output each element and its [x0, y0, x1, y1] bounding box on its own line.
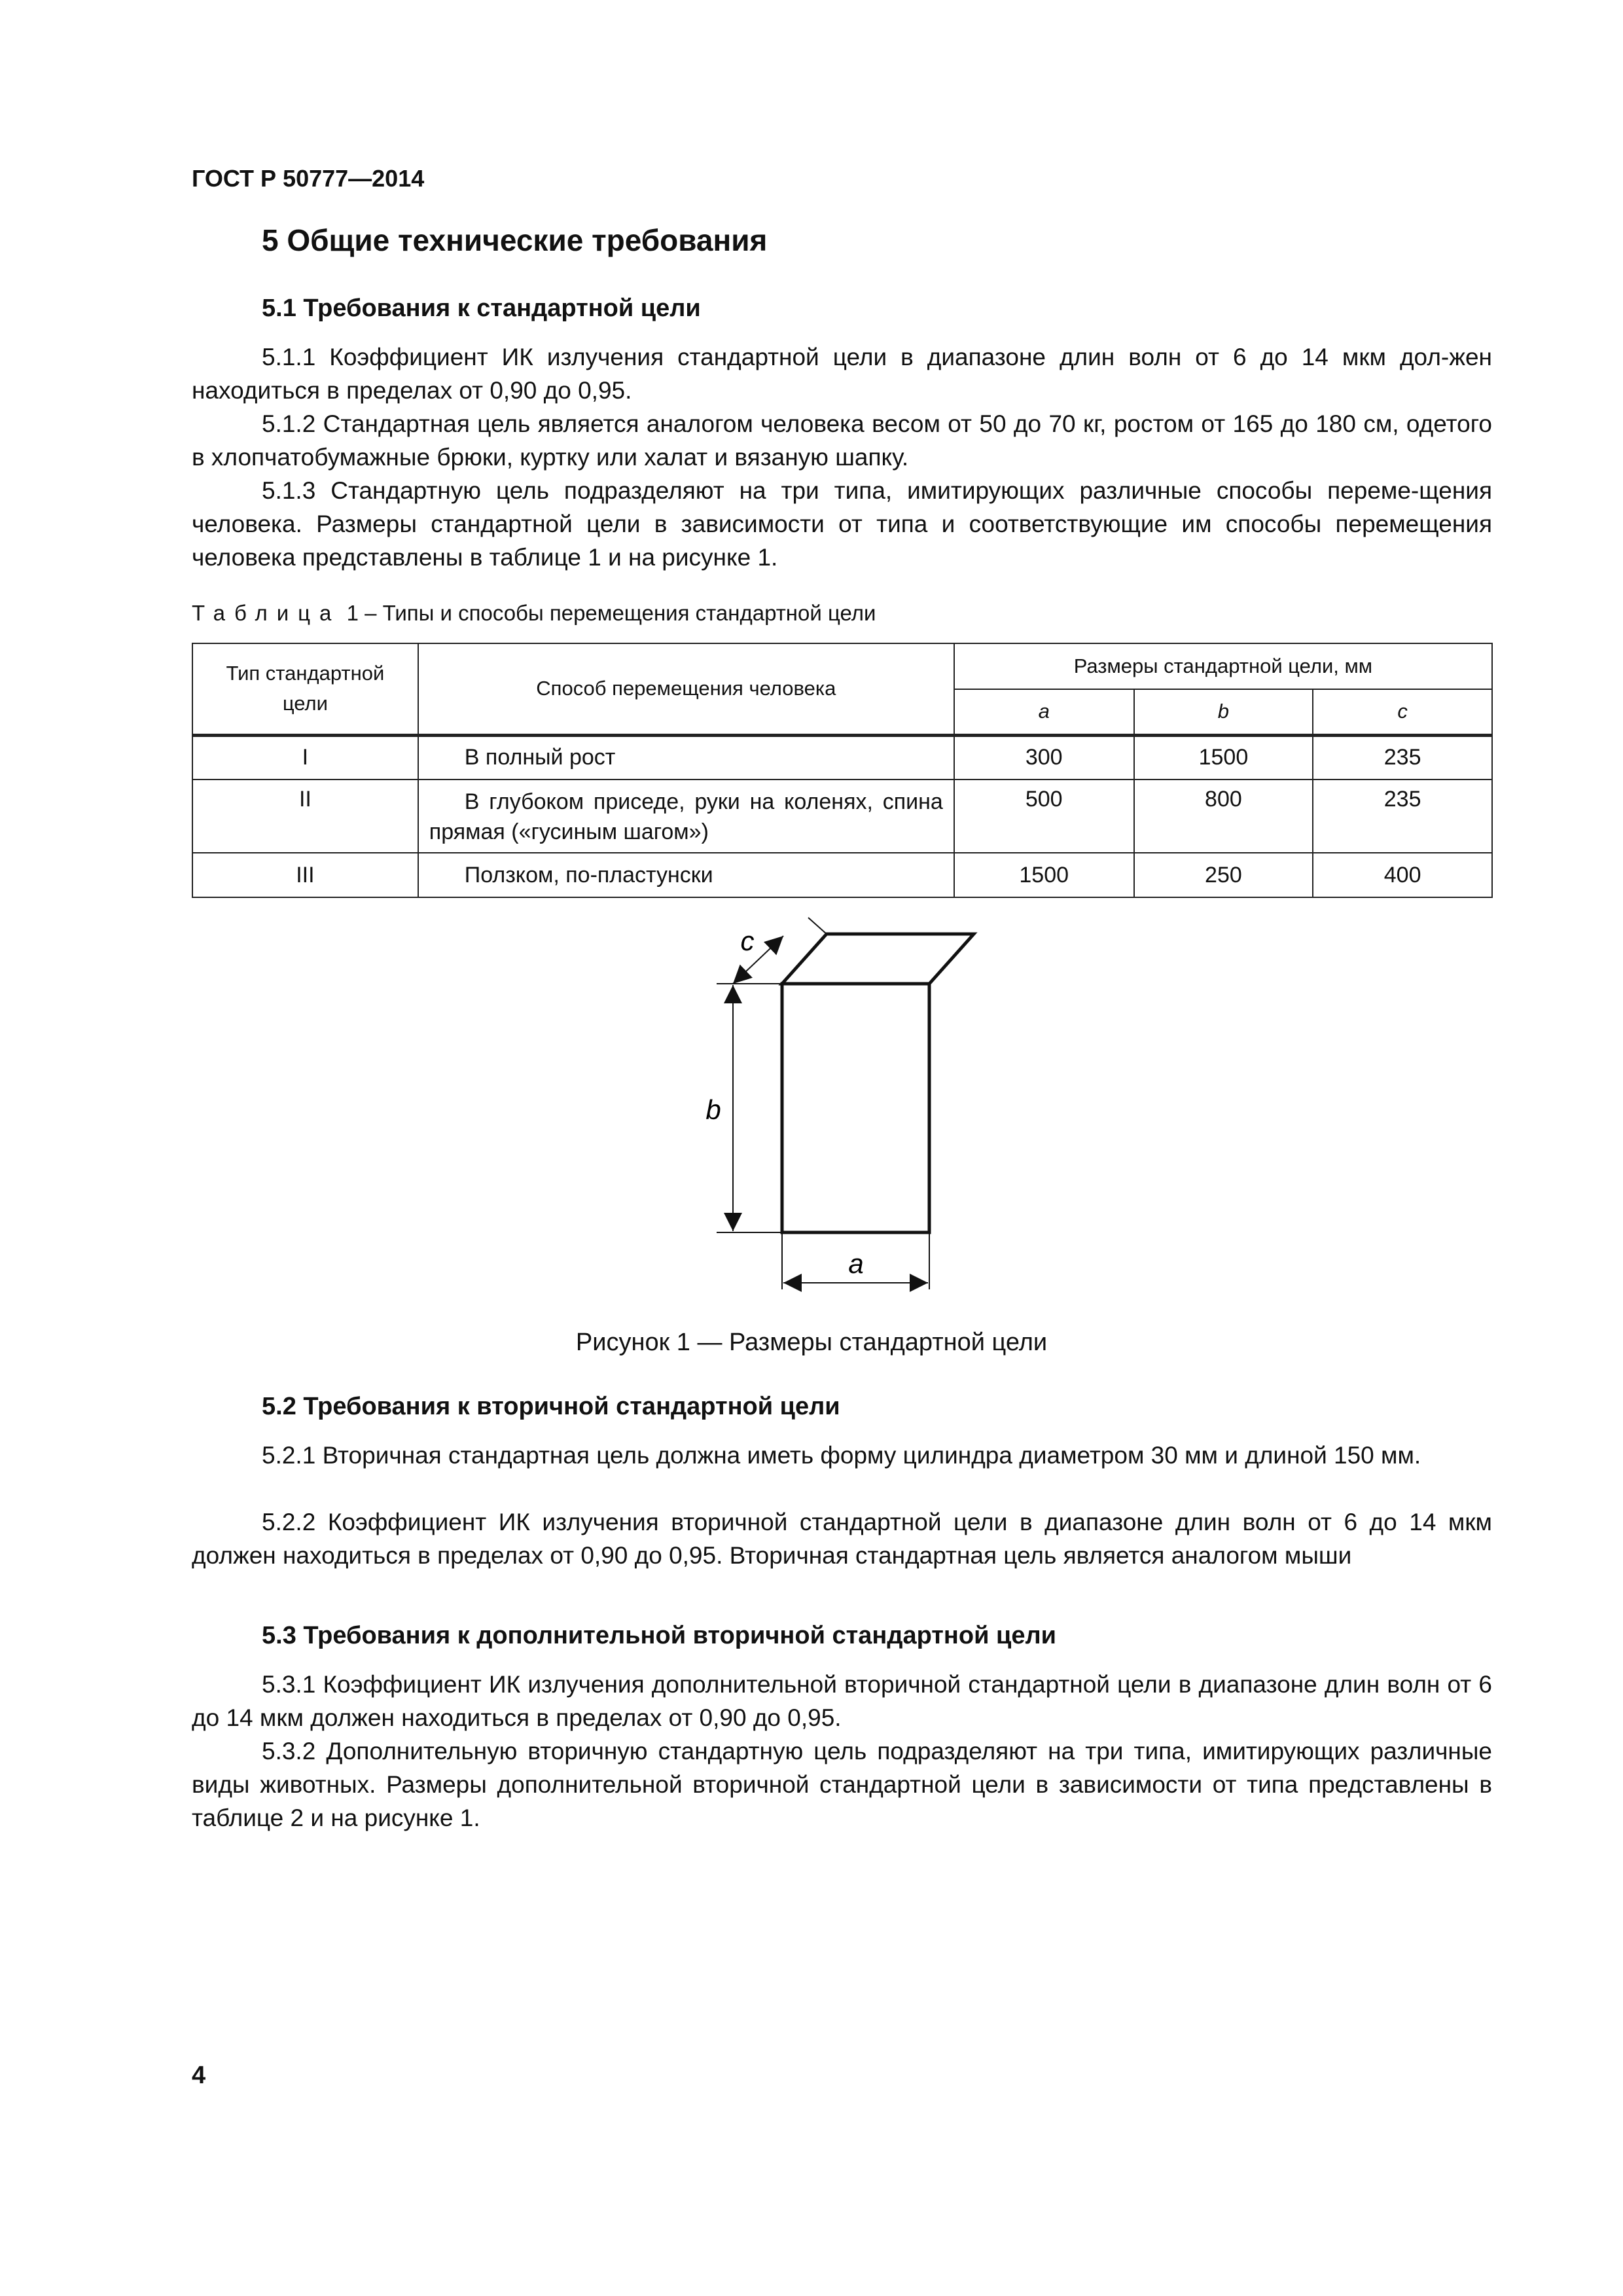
paragraph-5-1-3: 5.1.3 Стандартную цель подразделяют на три типа, имитирующих различные способы переме-щения человека. Размеры стандартной цели в зависимости от типа и соответствующие им способы перемещения человека представлены в таблице 1 и на рисунке 1.	[192, 477, 1492, 571]
cell-method: В полный рост	[418, 735, 954, 780]
paragraph-5-2-2: 5.2.2 Коэффициент ИК излучения вторичной стандартной цели в диапазоне длин волн от 6 до 14 мкм должен находиться в пределах от 0,90 до 0,95. Вторичная стандартная цель является аналогом мыши	[192, 1509, 1492, 1569]
table-1-caption	[192, 601, 876, 626]
cell-a: 1500	[954, 853, 1134, 897]
figure-1-caption: Рисунок 1 — Размеры стандартной цели	[575, 1329, 1048, 1356]
label-a: a	[848, 1248, 864, 1279]
paragraph-5-2-1: 5.2.1 Вторичная стандартная цель должна иметь форму цилиндра диаметром 30 мм и длиной 150 мм.	[262, 1442, 1421, 1469]
cell-b: 250	[1134, 853, 1313, 897]
section-title: 5 Общие технические требования	[262, 223, 768, 257]
header-c: c	[1313, 689, 1492, 735]
target-front-face	[782, 984, 929, 1232]
cell-method: Ползком, по-пластунски	[418, 853, 954, 897]
paragraph-5-1-2: 5.1.2 Стандартная цель является аналогом человека весом от 50 до 70 кг, ростом от 165 до 180 см, одетого в хлопчатобумажные брюки, куртку или халат и вязаную шапку.	[192, 410, 1492, 471]
header-method: Способ перемещения человека	[418, 643, 954, 735]
table-row	[192, 853, 1492, 897]
subsection-5-1-title: 5.1 Требования к стандартной цели	[262, 295, 701, 322]
header-type: Тип стандартной цели	[192, 643, 418, 735]
target-top-face	[782, 934, 974, 984]
figure-1-target-diagram	[687, 916, 1054, 1296]
cell-a: 300	[954, 735, 1134, 780]
subsection-5-3-title: 5.3 Требования к дополнительной вторичной стандартной цели	[262, 1622, 1056, 1649]
label-c: c	[740, 925, 755, 956]
cell-method: В глубоком приседе, руки на коленях, спина прямая («гусиным шагом»)	[418, 780, 954, 853]
paragraph-5-3-2: 5.3.2 Дополнительную вторичную стандартную цель подразделяют на три типа, имитирующих различные виды животных. Размеры дополнительной вторичной стандартной цели в зависимости от типа представлены в таблице 2 и на рисунке 1.	[192, 1738, 1492, 1831]
header-a: a	[954, 689, 1134, 735]
subsection-5-2-title: 5.2 Требования к вторичной стандартной цели	[262, 1393, 840, 1420]
table-caption-word: Таблица	[192, 601, 341, 625]
cell-b: 800	[1134, 780, 1313, 853]
cell-type: II	[192, 780, 418, 853]
cell-type: I	[192, 735, 418, 780]
cell-c: 400	[1313, 853, 1492, 897]
paragraph-5-1-1: 5.1.1 Коэффициент ИК излучения стандартной цели в диапазоне длин волн от 6 до 14 мкм дол-жен находиться в пределах от 0,90 до 0,95.	[192, 344, 1492, 404]
header-b: b	[1134, 689, 1313, 735]
table-caption-text: 1 – Типы и способы перемещения стандартной цели	[346, 601, 876, 625]
paragraph-5-3-1: 5.3.1 Коэффициент ИК излучения дополнительной вторичной стандартной цели в диапазоне длин волн от 6 до 14 мкм должен находиться в пределах от 0,90 до 0,95.	[192, 1671, 1492, 1731]
cell-c: 235	[1313, 735, 1492, 780]
header-sizes: Размеры стандартной цели, мм	[954, 643, 1492, 689]
table-1	[192, 643, 1493, 898]
cell-a: 500	[954, 780, 1134, 853]
cell-type: III	[192, 853, 418, 897]
label-b: b	[705, 1094, 721, 1125]
document-header: ГОСТ Р 50777—2014	[192, 165, 425, 192]
table-row	[192, 735, 1492, 780]
cell-b: 1500	[1134, 735, 1313, 780]
page-number: 4	[192, 2062, 206, 2089]
table-row	[192, 780, 1492, 853]
extension-line-c	[808, 918, 827, 934]
cell-c: 235	[1313, 780, 1492, 853]
